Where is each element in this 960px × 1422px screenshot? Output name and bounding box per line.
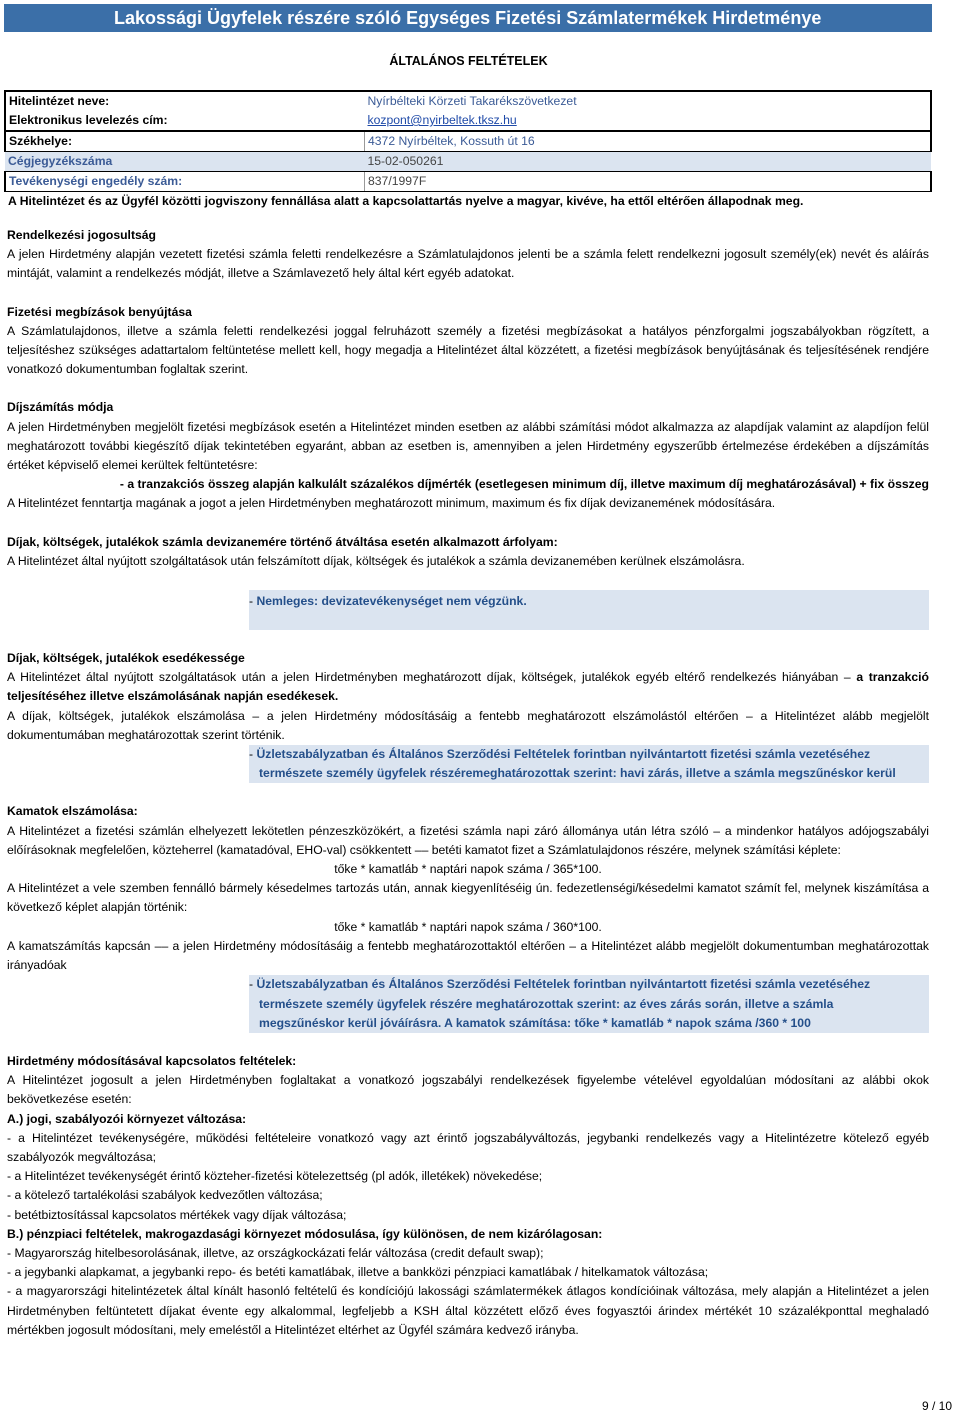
seat-value: 4372 Nyírbéltek, Kossuth út 16 (365, 131, 932, 152)
page-number: 9 / 10 (921, 1398, 952, 1413)
name-label: Hitelintézet neve: (5, 91, 365, 111)
s5-text-b: a tranzakció teljesítéséhez illetve elszámolásának napján esedékesek (7, 670, 930, 704)
s7-a2: - a Hitelintézet tevékenységét érintő közteher-fizetési kötelezettség (pl adók, illetékek) növekedése; (7, 1169, 543, 1184)
s7-a1: - a Hitelintézet tevékenységére, működési feltételeire vonatkozó vagy azt érintő jogszabályváltozás, jegybanki rendelkezés vagy a Hitelintézetre kötelező egyéb szabályozók megváltozása; (7, 1130, 929, 1164)
reg-label: Cégjegyzékszáma (8, 154, 113, 168)
s1-text: A jelen Hirdetmény alapján vezetett fizetési számla feletti rendelkezésre a Számlatulajdonos jelenti be a számla felett rendelkezni jogosult személy(ek) nevét és aláírás mintáját, valamint a rendelkezés módját, illetve a Számlavezető hely által kért egyéb adatokat. (7, 247, 929, 281)
s6-note-3: megszűnéskor kerül jóváírásra. A kamatok számítása: tőke * kamatláb * napok száma /360 * 100 (249, 1014, 929, 1033)
license-label: Tevékenységi engedély szám: (5, 172, 365, 192)
license-value: 837/1997F (365, 172, 932, 192)
s4-note-dash: - (249, 594, 257, 609)
s6-text: A Hitelintézet a fizetési számlán elhelyezett lekötetlen pénzeszközökért, a fizetési számla napi záró állománya után létra szóló – a mindenkor hatályos adójogszabályi előírásoknak megfelelően, közteherrel (kamatadóval, EHO-val) csökkentett –– betéti kamatot fizet a Számlatulajdonos részére, melynek számítási képlete: (7, 823, 929, 857)
language-note: A Hitelintézet és az Ügyfél közötti jogviszony fennállása alatt a kapcsolattartás nyelve a magyar, kivéve, ha ettől eltérően állapodnak meg. (8, 194, 804, 208)
s1-title: Rendelkezési jogosultság (7, 228, 156, 242)
email-label: Elektronikus levelezés cím: (5, 111, 365, 131)
s7-b-title: B.) pénzpiaci feltételek, makrogazdasági környezet módosulása, így különösen, de nem kizárólagosan: (7, 1226, 603, 1241)
terms-content (7, 226, 929, 1340)
s5-text-c: A díjak, költségek, jutalékok elszámolása – a jelen Hirdetmény módosításáig a fentebb meghatározott elszámolástól eltérően – a Hitelintézet alább megjelölt dokumentumában meghatározottak szerint történik. (7, 708, 929, 742)
s7-title: Hirdetmény módosításával kapcsolatos feltételek: (7, 1053, 297, 1068)
s6-formula2: tőke * kamatláb * naptári napok száma / 360*100. (334, 919, 602, 934)
page-banner: Lakossági Ügyfelek részére szóló Egységes Fizetési Számlatermékek Hirdetménye (4, 4, 932, 32)
s2-title: Fizetési megbízások benyújtása (7, 304, 192, 319)
s5-note-2: természete személy ügyfelek részéremeghatározottak szerint: havi zárás, illetve a számla megszűnéskor kerül (249, 764, 929, 783)
email-link[interactable]: kozpont@nyirbeltek.tksz.hu (367, 113, 517, 127)
s5-note (7, 745, 929, 783)
s7-a3: - a kötelező tartalékolási szabályok kedvezőtlen változása; (7, 1188, 323, 1203)
s6-text3: A kamatszámítás kapcsán –– a jelen Hirdetmény módosításáig a fentebb meghatározottaktól eltérően – a Hitelintézet alább megjelölt dokumentumban meghatározottak irányadóak (7, 938, 929, 973)
s3-formula: - a tranzakciós összeg alapján kalkulált százalékos díjmérték (esetlegesen minimum díj, illetve maximum díj meghatározásával) + fix összeg (119, 477, 929, 492)
s7-a4: - betétbiztosítással kapcsolatos mértékek vagy díjak változása; (7, 1207, 347, 1222)
s6-formula1: tőke * kamatláb * naptári napok száma / 365*100. (334, 862, 602, 877)
reg-value: 15-02-050261 (367, 154, 444, 168)
s5-dash: - (249, 747, 257, 762)
section-caption: ÁLTALÁNOS FELTÉTELEK (389, 54, 548, 68)
institution-info-table (4, 90, 932, 211)
s6-dash: - (249, 977, 257, 992)
s4-text: A Hitelintézet által nyújtott szolgáltatások után felszámított díjak, költségek és jutalékok a számla devizanemében kerülnek elszámolásra. (7, 553, 745, 568)
s7-b1: - Magyarország hitelbesorolásának, illetve, az országkockázati felár változása (credit default swap); (7, 1245, 544, 1260)
s7-text: A Hitelintézet jogosult a jelen Hirdetményben foglaltakat a vonatkozó jogszabályi rendelkezések figyelembe vételével egyoldalúan módosítani az alábbi okok bekövetkezése esetén: (7, 1073, 929, 1107)
s6-text2: A Hitelintézet a vele szemben fennálló bármely késedelmes tartozás után, annak kiegyenlítéséig ún. fedezetlenségi/késedelmi kamatot számít fel, melynek kiszámítása a következő képlet alapján történik: (7, 881, 929, 915)
s4-title: Díjak, költségek, jutalékok számla devizanemére történő átváltása esetén alkalmazott árfolyam: (7, 534, 558, 549)
s6-note (7, 975, 929, 1033)
s6-note-2: természete személy ügyfelek részére meghatározottak szerint: az éves zárás során, illetve a számla (249, 995, 929, 1014)
seat-label: Székhelye: (5, 131, 365, 152)
name-value: Nyírbélteki Körzeti Takarékszövetkezet (365, 91, 932, 111)
s7-b3: - a magyarországi hitelintézetek által kínált hasonló feltételű és kondíciójú lakossági számlatermékek átlagos kondícióinak változása, mely alapján a Hitelintézet a jelen Hirdetményben feltüntetett díjakat évente egy alkalommal, legfeljebb a KSH által közzétett előző éves fogyasztói árindex mértékét 10 százalékponttal meghaladó mértékben jogosult módosítani, mely emeléstől a Hitelintézet eltérhet az Ügyfél számára kedvező irányba. (7, 1284, 929, 1337)
s5-note-1: Üzletszabályzatban és Általános Szerződési Feltételek forintban nyilvántartott fizetési számla vezetéséhez (256, 747, 871, 762)
s5-title: Díjak, költségek, jutalékok esedékessége (7, 651, 245, 666)
s4-note: Nemleges: devizatevékenységet nem végzünk. (256, 594, 527, 609)
s7-a-title: A.) jogi, szabályozói környezet változása: (7, 1111, 247, 1126)
s5-text-a: A Hitelintézet által nyújtott szolgáltatások után a jelen Hirdetményben meghatározott díjak, költségek, jutalékok egyéb eltérő rendelkezés hiányában – (7, 670, 851, 685)
s2-text: A Számlatulajdonos, illetve a számla feletti rendelkezési joggal felruházott személy a fizetési megbízásokat a hatályos pénzforgalmi jogszabályokban rögzített, a teljesítéshez szükséges adattartalom feltüntetése mellett kell, hogy megadja a Hitelintézet által közzétett, a fizetési megbízások benyújtásának és teljesítésének rendjére vonatkozó dokumentumban foglaltak szerint. (7, 323, 929, 377)
s3-title: Díjszámítás módja (7, 400, 114, 415)
s3-text: A jelen Hirdetményben megjelölt fizetési megbízások esetén a Hitelintézet minden esetben az alábbi számítási módot alkalmazza az alapdíjak valamint az alapdíjon felül meghatározott további kiegészítő díjak tekintetében egyaránt, abban az esetben is, amennyiben a jelen Hirdetmény egyszerűbb értelmezése érdekében a díjszámítás értéket képviselő elemei kerültek feltüntetésre: (7, 419, 929, 473)
s7-b2: - a jegybanki alapkamat, a jegybanki repo- és betéti kamatlábak, illetve a bankközi pénzpiaci kamatlábak / hitelkamatok változása; (7, 1265, 709, 1280)
s6-title: Kamatok elszámolása: (7, 804, 138, 819)
s4-note-box (249, 590, 929, 630)
s3-text2: A Hitelintézet fenntartja magának a jogot a jelen Hirdetményben meghatározott minimum, maximum és fix díjak devizanemének módosítására. (7, 496, 776, 511)
s5-text: A Hitelintézet által nyújtott szolgáltatások után a jelen Hirdetményben meghatározott díjak, költségek, jutalékok egyéb eltérő rendelkezés hiányában – a tranzakció teljesítéséhez illetve elszámolásának napján esedékesek. (7, 670, 930, 704)
s6-note-1: Üzletszabályzatban és Általános Szerződési Feltételek forintban nyilvántartott fizetési számla vezetéséhez (256, 977, 871, 992)
